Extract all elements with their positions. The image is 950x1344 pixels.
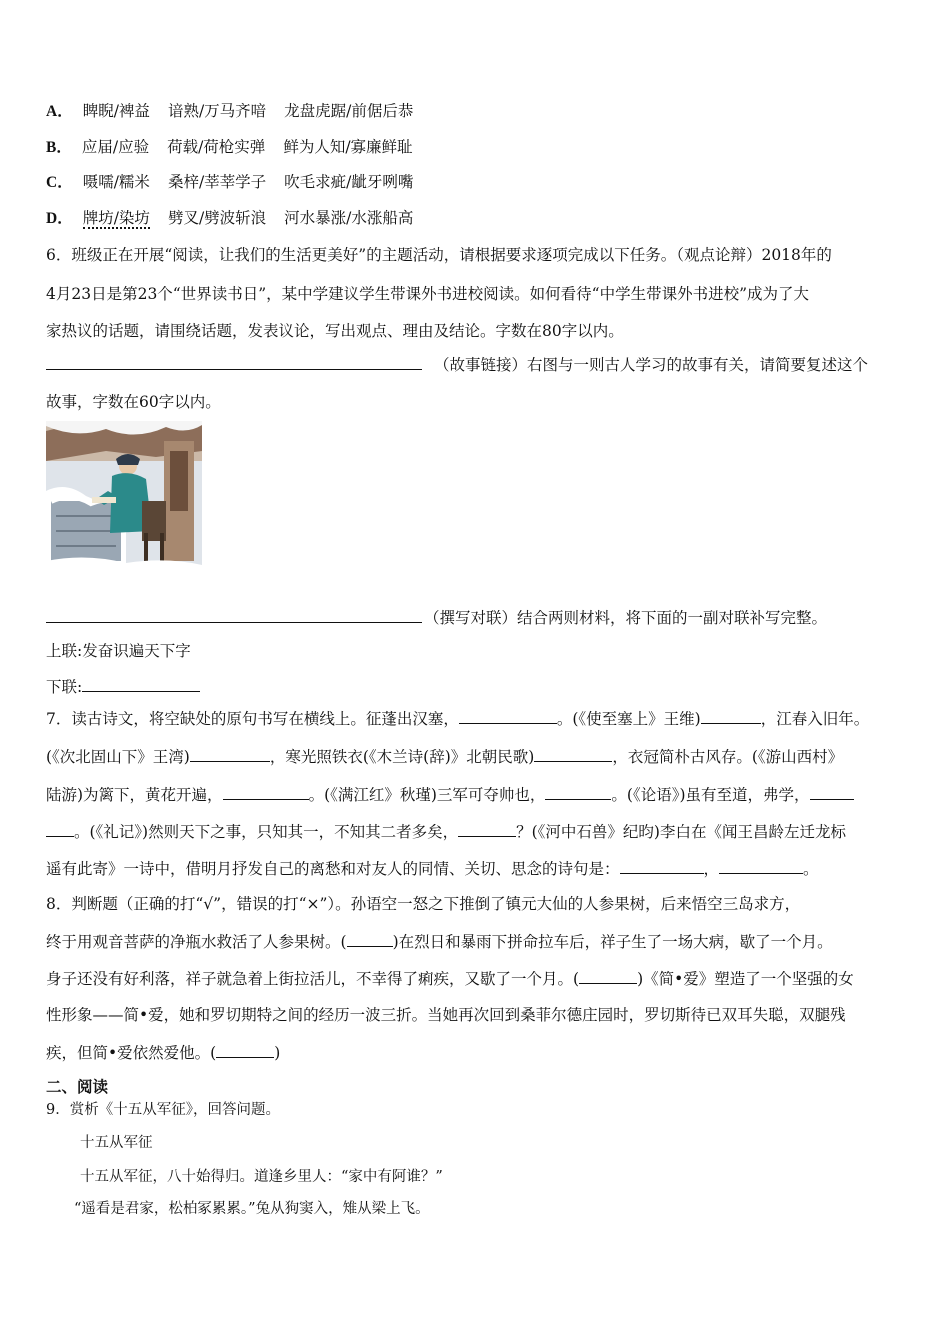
q7-text: 。 [803,860,819,878]
answer-blank[interactable] [810,783,854,800]
q7-text: 。(《使至塞上》王维) [556,710,701,728]
option-c [46,171,413,194]
q8-text: 终于用观音菩萨的净瓶水救活了人参果树。( [46,933,347,951]
option-item: 谙熟/万马齐喑 [167,102,267,120]
option-b [46,136,413,159]
option-item: 吹毛求疵/龇牙咧嘴 [284,173,414,191]
q8-line-1: 8．判断题（正确的打“√”，错误的打“×”）。孙语空一怒之下推倒了镇元大仙的人参果树，后来悟空三岛求方， [46,895,801,913]
option-item: 荷载/荷枪实弹 [167,138,266,156]
couplet-lower-label: 下联: [46,678,83,696]
q8-text: 身子还没有好利落，祥子就急着上街拉活儿，不幸得了痢疾，又歇了一个月。( [46,970,580,988]
q8-line-4: 性形象——简•爱，她和罗切期特之间的经历一波三折。当她再次回到桑菲尔德庄园时，罗切斯待已双耳失聪，双腿残 [46,1006,846,1024]
option-letter: C． [46,174,73,191]
option-letter: D． [46,210,73,227]
q9-prompt: 9．赏析《十五从军征》，回答问题。 [46,1102,280,1118]
option-item: 应届/应验 [81,138,150,156]
q8-line-5 [46,1041,280,1064]
poem-title: 十五从军征 [80,1135,153,1151]
q6-line-6 [46,606,827,629]
option-item: 嗫嚅/糯米 [82,173,150,191]
q8-line-2 [46,930,833,953]
q7-line-2 [46,745,843,768]
section-title: 二、阅读 [46,1078,109,1096]
answer-blank[interactable] [579,967,637,984]
option-item: 河水暴涨/水涨船高 [284,209,414,227]
answer-blank[interactable] [458,820,516,837]
q7-text: ，寒光照铁衣(《木兰诗(辞)》北朝民歌) [269,748,535,766]
answer-blank[interactable] [190,745,270,762]
q7-text: ？(《河中石兽》纪昀)李白在《闻王昌龄左迁龙标 [516,823,846,841]
q6-story-prompt: （故事链接）右图与一则古人学习的故事有关，请简要复述这个 [434,356,869,374]
q8-text: )《简•爱》塑造了一个坚强的女 [637,970,854,988]
q6-line-3: 家热议的话题，请围绕话题，发表议论，写出观点、理由及结论。字数在80字以内。 [46,322,624,340]
q7-line-4 [46,820,846,843]
answer-blank[interactable] [545,783,611,800]
answer-blank[interactable] [82,675,200,692]
q8-text: 疾，但简•爱依然爱他。( [46,1044,217,1062]
q7-text: 。(《满江红》秋瑾)三军可夺帅也， [308,786,546,804]
illustration-image [46,421,202,572]
answer-blank[interactable] [534,745,612,762]
answer-blank[interactable] [719,857,803,874]
q7-text: 7．读古诗文，将空缺处的原句书写在横线上。征蓬出汉塞， [46,710,459,728]
poem-line-2: “遥看是君家，松柏冢累累。”兔从狗窦入，雉从梁上飞。 [74,1201,430,1217]
answer-blank[interactable] [46,353,422,370]
q7-text: 。(《论语》)虽有至道，弗学， [611,786,810,804]
q6-couplet-prompt: （撰写对联）结合两则材料，将下面的一副对联补写完整。 [424,609,828,627]
q7-text: 。(《礼记》)然则天下之事，只知其一，不知其二者多矣， [74,823,459,841]
option-a [46,100,413,123]
q6-line-4 [46,353,868,376]
option-item: 牌坊/染坊 [82,209,150,227]
answer-blank[interactable] [223,783,309,800]
q8-text: )在烈日和暴雨下拼命拉车后，祥子生了一场大病，歇了一个月。 [392,933,833,951]
q7-text: 陆游)为篱下，黄花开遍， [46,786,223,804]
couplet-upper: 上联:发奋识遍天下字 [46,642,191,660]
reading-in-snow-picture [46,421,202,572]
option-item: 劈叉/劈波斩浪 [167,209,267,227]
q7-text: (《次北固山下》王湾) [46,748,190,766]
option-letter: A． [46,103,73,120]
answer-blank[interactable] [459,707,557,724]
option-item: 龙盘虎踞/前倨后恭 [284,102,414,120]
q8-line-3 [46,967,854,990]
q7-text: ，衣冠简朴古风存。(《游山西村》 [612,748,844,766]
couplet-lower [46,675,200,698]
q6-line-1: 6．班级正在开展“阅读，让我们的生活更美好”的主题活动，请根据要求逐项完成以下任务。（观点论辩）2018年的 [46,246,832,264]
option-letter: B． [46,139,72,156]
q6-line-5: 故事，字数在60字以内。 [46,393,221,411]
q6-line-2: 4月23日是第23个“世界读书日”，某中学建议学生带课外书进校阅读。如何看待“中学生带课外书进校”成为了大 [46,285,810,303]
option-item: 睥睨/裨益 [82,102,150,120]
answer-blank[interactable] [347,930,393,947]
q7-line-1 [46,707,869,730]
q8-text: ) [274,1044,281,1062]
answer-blank[interactable] [216,1041,274,1058]
q7-line-3 [46,783,854,806]
q7-text: ， [703,860,720,878]
q7-text: 遥有此寄》一诗中，借明月抒发自己的离愁和对友人的同情、关切、思念的诗句是： [46,860,620,878]
answer-blank[interactable] [46,606,422,623]
answer-blank[interactable] [46,820,74,837]
q7-line-5 [46,857,819,880]
poem-line-1: 十五从军征，八十始得归。道逢乡里人：“家中有阿谁？” [80,1169,443,1185]
q7-text: ，江春入旧年。 [760,710,870,728]
answer-blank[interactable] [620,857,704,874]
option-d [46,207,413,230]
option-item: 鲜为人知/寡廉鲜耻 [283,138,413,156]
option-item: 桑梓/莘莘学子 [167,173,267,191]
answer-blank[interactable] [701,707,761,724]
